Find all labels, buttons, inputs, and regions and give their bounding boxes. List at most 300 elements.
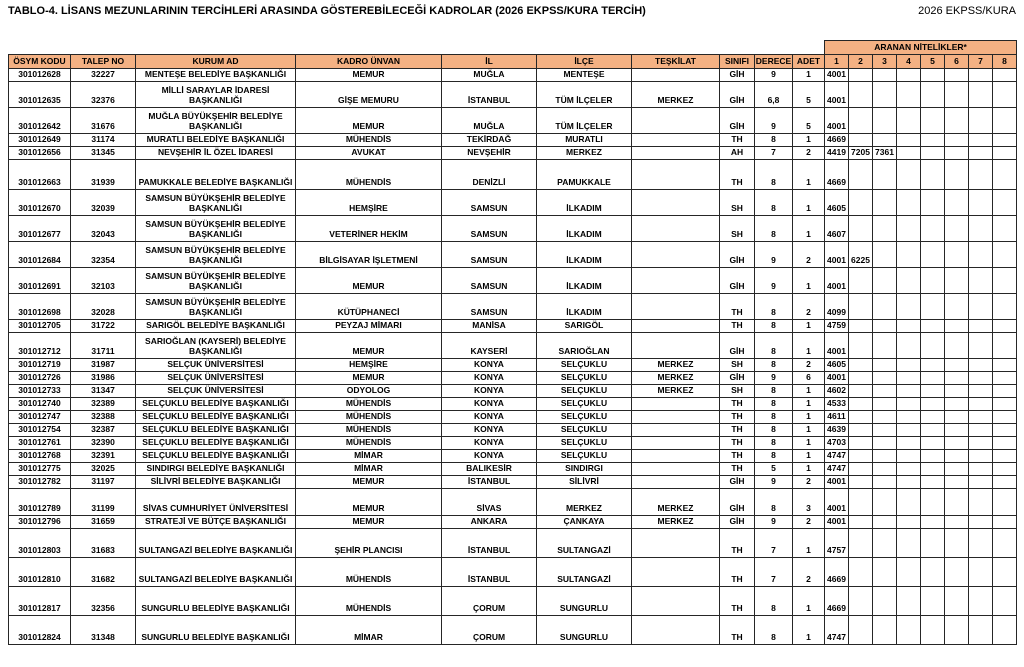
cell-nitelik-7	[969, 529, 993, 558]
table-row	[9, 450, 1017, 463]
cell-osym-kodu: 301012649	[9, 134, 71, 147]
cell-osym-kodu: 301012726	[9, 372, 71, 385]
cell-kadro-unvan: MÜHENDİS	[296, 558, 442, 587]
cell-adet: 1	[793, 134, 825, 147]
cell-il: ÇORUM	[442, 616, 537, 645]
cell-nitelik-4	[897, 82, 921, 108]
cell-osym-kodu: 301012796	[9, 516, 71, 529]
cell-nitelik-2	[849, 476, 873, 489]
cell-nitelik-2	[849, 516, 873, 529]
cell-nitelik-5	[921, 108, 945, 134]
cell-derece: 8	[755, 437, 793, 450]
cell-nitelik-3	[873, 450, 897, 463]
table-row	[9, 476, 1017, 489]
qualifications-band-row	[9, 41, 1017, 55]
table-row	[9, 160, 1017, 190]
cell-ilce: MENTEŞE	[537, 69, 632, 82]
cell-nitelik-6	[945, 424, 969, 437]
cell-talep-no: 32028	[71, 294, 136, 320]
cell-nitelik-2: 6225	[849, 242, 873, 268]
cell-adet: 1	[793, 69, 825, 82]
cell-il: KONYA	[442, 385, 537, 398]
cell-sinifi: TH	[720, 558, 755, 587]
cell-teskilat	[632, 216, 720, 242]
cell-nitelik-6	[945, 69, 969, 82]
cell-kurum-ad: SİLİVRİ BELEDİYE BAŞKANLIĞI	[136, 476, 296, 489]
cell-teskilat	[632, 268, 720, 294]
cell-nitelik-7	[969, 587, 993, 616]
cell-derece: 8	[755, 359, 793, 372]
cell-derece: 8	[755, 587, 793, 616]
cell-il: SAMSUN	[442, 242, 537, 268]
cell-kurum-ad: MURATLI BELEDİYE BAŞKANLIĞI	[136, 134, 296, 147]
cell-sinifi: SH	[720, 216, 755, 242]
cell-nitelik-4	[897, 529, 921, 558]
cell-teskilat	[632, 333, 720, 359]
cell-osym-kodu: 301012747	[9, 411, 71, 424]
cell-nitelik-5	[921, 333, 945, 359]
cell-nitelik-1: 4639	[825, 424, 849, 437]
cell-nitelik-8	[993, 69, 1017, 82]
cell-il: SAMSUN	[442, 216, 537, 242]
cell-ilce: SELÇUKLU	[537, 372, 632, 385]
cell-il: KONYA	[442, 359, 537, 372]
cell-nitelik-6	[945, 463, 969, 476]
cell-teskilat: MERKEZ	[632, 489, 720, 516]
cell-sinifi: TH	[720, 398, 755, 411]
cell-nitelik-3	[873, 359, 897, 372]
cell-teskilat: MERKEZ	[632, 385, 720, 398]
cell-nitelik-3	[873, 190, 897, 216]
cell-nitelik-6	[945, 216, 969, 242]
table-row	[9, 558, 1017, 587]
cell-nitelik-8	[993, 385, 1017, 398]
cell-kadro-unvan: MEMUR	[296, 489, 442, 516]
cell-osym-kodu: 301012782	[9, 476, 71, 489]
cell-nitelik-1: 4703	[825, 437, 849, 450]
cell-kadro-unvan: ŞEHİR PLANCISI	[296, 529, 442, 558]
cell-nitelik-2	[849, 294, 873, 320]
cell-nitelik-4	[897, 333, 921, 359]
cell-nitelik-3	[873, 424, 897, 437]
cell-talep-no: 31347	[71, 385, 136, 398]
cell-nitelik-8	[993, 160, 1017, 190]
cell-nitelik-5	[921, 616, 945, 645]
cell-nitelik-5	[921, 450, 945, 463]
cell-nitelik-8	[993, 398, 1017, 411]
cell-nitelik-6	[945, 160, 969, 190]
cell-il: KONYA	[442, 424, 537, 437]
cell-nitelik-3	[873, 489, 897, 516]
cell-ilce: SELÇUKLU	[537, 411, 632, 424]
cell-kurum-ad: PAMUKKALE BELEDİYE BAŞKANLIĞI	[136, 160, 296, 190]
cell-osym-kodu: 301012698	[9, 294, 71, 320]
cell-ilce: TÜM İLÇELER	[537, 108, 632, 134]
cell-adet: 2	[793, 294, 825, 320]
cell-kadro-unvan: MÜHENDİS	[296, 160, 442, 190]
table-row	[9, 294, 1017, 320]
cell-nitelik-6	[945, 516, 969, 529]
cell-ilce: MERKEZ	[537, 489, 632, 516]
cell-nitelik-2	[849, 437, 873, 450]
cell-adet: 2	[793, 476, 825, 489]
cell-talep-no: 31986	[71, 372, 136, 385]
cell-sinifi: TH	[720, 424, 755, 437]
cell-nitelik-7	[969, 333, 993, 359]
cell-osym-kodu: 301012761	[9, 437, 71, 450]
cell-ilce: SULTANGAZİ	[537, 529, 632, 558]
cell-ilce: SELÇUKLU	[537, 437, 632, 450]
table-row	[9, 437, 1017, 450]
cell-derece: 7	[755, 558, 793, 587]
cell-kurum-ad: SİVAS CUMHURİYET ÜNİVERSİTESİ	[136, 489, 296, 516]
cell-nitelik-4	[897, 69, 921, 82]
cell-nitelik-7	[969, 437, 993, 450]
cell-kadro-unvan: MİMAR	[296, 463, 442, 476]
cell-nitelik-8	[993, 216, 1017, 242]
cell-nitelik-4	[897, 411, 921, 424]
cell-derece: 9	[755, 69, 793, 82]
cell-osym-kodu: 301012810	[9, 558, 71, 587]
cell-nitelik-5	[921, 147, 945, 160]
cell-nitelik-2	[849, 216, 873, 242]
cell-nitelik-3	[873, 529, 897, 558]
cell-nitelik-4	[897, 359, 921, 372]
cell-teskilat	[632, 529, 720, 558]
qualification-column-header: 6	[945, 55, 969, 69]
table-row	[9, 333, 1017, 359]
cell-kurum-ad: SELÇUKLU BELEDİYE BAŞKANLIĞI	[136, 411, 296, 424]
cell-il: KONYA	[442, 437, 537, 450]
cell-kadro-unvan: MEMUR	[296, 516, 442, 529]
cell-nitelik-6	[945, 359, 969, 372]
cell-nitelik-4	[897, 450, 921, 463]
cell-osym-kodu: 301012775	[9, 463, 71, 476]
cell-nitelik-1: 4001	[825, 333, 849, 359]
cell-nitelik-4	[897, 268, 921, 294]
cell-nitelik-6	[945, 320, 969, 333]
column-header: TALEP NO	[71, 55, 136, 69]
cell-nitelik-5	[921, 242, 945, 268]
cell-kadro-unvan: MÜHENDİS	[296, 437, 442, 450]
qualifications-band-label: ARANAN NİTELİKLER*	[825, 41, 1017, 55]
cell-il: MANİSA	[442, 320, 537, 333]
cell-sinifi: TH	[720, 450, 755, 463]
cell-il: İSTANBUL	[442, 476, 537, 489]
cell-nitelik-6	[945, 294, 969, 320]
cell-nitelik-2	[849, 587, 873, 616]
cell-nitelik-6	[945, 190, 969, 216]
cell-ilce: İLKADIM	[537, 242, 632, 268]
table-row	[9, 147, 1017, 160]
cell-nitelik-4	[897, 476, 921, 489]
cell-nitelik-4	[897, 398, 921, 411]
cell-nitelik-1: 4001	[825, 372, 849, 385]
cell-nitelik-3	[873, 333, 897, 359]
cell-nitelik-7	[969, 516, 993, 529]
cell-osym-kodu: 301012656	[9, 147, 71, 160]
cell-teskilat	[632, 190, 720, 216]
cell-il: ANKARA	[442, 516, 537, 529]
corner-label: 2026 EKPSS/KURA	[918, 5, 1016, 17]
cell-nitelik-8	[993, 450, 1017, 463]
column-header: İLÇE	[537, 55, 632, 69]
cell-osym-kodu: 301012789	[9, 489, 71, 516]
cell-kadro-unvan: MEMUR	[296, 372, 442, 385]
cell-talep-no: 32025	[71, 463, 136, 476]
table-row	[9, 385, 1017, 398]
qualification-column-header: 7	[969, 55, 993, 69]
cell-nitelik-5	[921, 437, 945, 450]
cell-il: İSTANBUL	[442, 558, 537, 587]
cell-nitelik-1: 4001	[825, 82, 849, 108]
cell-nitelik-8	[993, 616, 1017, 645]
cell-nitelik-5	[921, 516, 945, 529]
cell-kurum-ad: SAMSUN BÜYÜKŞEHİR BELEDİYE BAŞKANLIĞI	[136, 294, 296, 320]
cell-nitelik-7	[969, 242, 993, 268]
cell-nitelik-6	[945, 134, 969, 147]
cell-il: İSTANBUL	[442, 82, 537, 108]
cell-adet: 1	[793, 424, 825, 437]
cell-nitelik-2	[849, 616, 873, 645]
table-row	[9, 587, 1017, 616]
cell-derece: 9	[755, 516, 793, 529]
cell-nitelik-6	[945, 385, 969, 398]
cell-nitelik-3	[873, 268, 897, 294]
cell-nitelik-1: 4747	[825, 463, 849, 476]
cell-derece: 5	[755, 463, 793, 476]
cell-il: KONYA	[442, 372, 537, 385]
cell-kurum-ad: SULTANGAZİ BELEDİYE BAŞKANLIĞI	[136, 529, 296, 558]
cell-derece: 9	[755, 108, 793, 134]
cell-nitelik-5	[921, 424, 945, 437]
column-header: İL	[442, 55, 537, 69]
cell-osym-kodu: 301012803	[9, 529, 71, 558]
cell-nitelik-3	[873, 398, 897, 411]
cell-nitelik-4	[897, 558, 921, 587]
cell-talep-no: 32039	[71, 190, 136, 216]
cell-kadro-unvan: MÜHENDİS	[296, 424, 442, 437]
cell-kurum-ad: SULTANGAZİ BELEDİYE BAŞKANLIĞI	[136, 558, 296, 587]
cell-nitelik-4	[897, 424, 921, 437]
cell-nitelik-4	[897, 587, 921, 616]
cell-nitelik-4	[897, 616, 921, 645]
cell-kadro-unvan: MEMUR	[296, 268, 442, 294]
cell-derece: 8	[755, 333, 793, 359]
cell-nitelik-2	[849, 463, 873, 476]
cell-adet: 1	[793, 529, 825, 558]
table-row	[9, 190, 1017, 216]
cell-il: ÇORUM	[442, 587, 537, 616]
cell-kurum-ad: SAMSUN BÜYÜKŞEHİR BELEDİYE BAŞKANLIĞI	[136, 216, 296, 242]
cell-kadro-unvan: MEMUR	[296, 476, 442, 489]
cell-nitelik-1: 4669	[825, 558, 849, 587]
cell-derece: 9	[755, 242, 793, 268]
cell-nitelik-6	[945, 587, 969, 616]
cell-osym-kodu: 301012733	[9, 385, 71, 398]
cell-talep-no: 31199	[71, 489, 136, 516]
cell-il: KONYA	[442, 398, 537, 411]
cell-nitelik-7	[969, 320, 993, 333]
cell-nitelik-1: 4759	[825, 320, 849, 333]
cell-nitelik-3	[873, 558, 897, 587]
cell-il: NEVŞEHİR	[442, 147, 537, 160]
cell-kadro-unvan: MÜHENDİS	[296, 587, 442, 616]
cell-teskilat	[632, 437, 720, 450]
cell-kurum-ad: SELÇUK ÜNİVERSİTESİ	[136, 385, 296, 398]
cell-talep-no: 32391	[71, 450, 136, 463]
cell-kadro-unvan: MEMUR	[296, 69, 442, 82]
cell-kurum-ad: SAMSUN BÜYÜKŞEHİR BELEDİYE BAŞKANLIĞI	[136, 190, 296, 216]
cell-kurum-ad: SARIOĞLAN (KAYSERİ) BELEDİYE BAŞKANLIĞI	[136, 333, 296, 359]
cell-talep-no: 31939	[71, 160, 136, 190]
cell-nitelik-2	[849, 333, 873, 359]
cell-nitelik-5	[921, 69, 945, 82]
cell-sinifi: GİH	[720, 476, 755, 489]
cell-il: DENİZLİ	[442, 160, 537, 190]
cell-nitelik-5	[921, 398, 945, 411]
cell-teskilat	[632, 476, 720, 489]
table-row	[9, 359, 1017, 372]
cell-kurum-ad: SELÇUKLU BELEDİYE BAŞKANLIĞI	[136, 398, 296, 411]
cell-kurum-ad: SELÇUK ÜNİVERSİTESİ	[136, 359, 296, 372]
cell-ilce: İLKADIM	[537, 216, 632, 242]
cell-kurum-ad: MUĞLA BÜYÜKŞEHİR BELEDİYE BAŞKANLIĞI	[136, 108, 296, 134]
cell-nitelik-7	[969, 359, 993, 372]
cell-nitelik-6	[945, 558, 969, 587]
cell-nitelik-7	[969, 69, 993, 82]
cell-talep-no: 31987	[71, 359, 136, 372]
cell-derece: 8	[755, 320, 793, 333]
cell-talep-no: 32354	[71, 242, 136, 268]
cell-kurum-ad: SELÇUK ÜNİVERSİTESİ	[136, 372, 296, 385]
cell-osym-kodu: 301012628	[9, 69, 71, 82]
cell-talep-no: 32387	[71, 424, 136, 437]
cell-adet: 6	[793, 372, 825, 385]
cell-kadro-unvan: KÜTÜPHANECİ	[296, 294, 442, 320]
cell-nitelik-1: 4605	[825, 359, 849, 372]
cell-kurum-ad: SAMSUN BÜYÜKŞEHİR BELEDİYE BAŞKANLIĞI	[136, 268, 296, 294]
cell-derece: 8	[755, 216, 793, 242]
cell-teskilat	[632, 108, 720, 134]
cell-nitelik-1: 4001	[825, 516, 849, 529]
cell-nitelik-6	[945, 333, 969, 359]
cell-teskilat	[632, 294, 720, 320]
cell-teskilat	[632, 160, 720, 190]
cell-nitelik-3	[873, 294, 897, 320]
cell-ilce: SİLİVRİ	[537, 476, 632, 489]
cell-adet: 2	[793, 359, 825, 372]
cell-nitelik-8	[993, 190, 1017, 216]
cell-derece: 6,8	[755, 82, 793, 108]
cell-nitelik-3	[873, 242, 897, 268]
cell-nitelik-5	[921, 372, 945, 385]
cell-il: KAYSERİ	[442, 333, 537, 359]
cell-ilce: SELÇUKLU	[537, 450, 632, 463]
cell-derece: 8	[755, 424, 793, 437]
cell-osym-kodu: 301012754	[9, 424, 71, 437]
cell-osym-kodu: 301012719	[9, 359, 71, 372]
column-header: ÖSYM KODU	[9, 55, 71, 69]
cell-nitelik-2	[849, 108, 873, 134]
table-row	[9, 398, 1017, 411]
cell-adet: 1	[793, 398, 825, 411]
cell-sinifi: TH	[720, 294, 755, 320]
cell-sinifi: SH	[720, 385, 755, 398]
cell-sinifi: TH	[720, 160, 755, 190]
table-row	[9, 489, 1017, 516]
cell-nitelik-3	[873, 411, 897, 424]
band-spacer	[9, 41, 825, 55]
cell-nitelik-6	[945, 82, 969, 108]
cell-nitelik-7	[969, 372, 993, 385]
cell-kurum-ad: SELÇUKLU BELEDİYE BAŞKANLIĞI	[136, 450, 296, 463]
cell-nitelik-2	[849, 558, 873, 587]
cell-adet: 1	[793, 437, 825, 450]
cell-il: SİVAS	[442, 489, 537, 516]
cell-teskilat	[632, 558, 720, 587]
cell-ilce: SUNGURLU	[537, 616, 632, 645]
cell-talep-no: 32390	[71, 437, 136, 450]
cell-talep-no: 32043	[71, 216, 136, 242]
cell-kadro-unvan: MİMAR	[296, 450, 442, 463]
cell-nitelik-6	[945, 437, 969, 450]
table-row	[9, 242, 1017, 268]
cell-nitelik-8	[993, 463, 1017, 476]
cell-sinifi: GİH	[720, 82, 755, 108]
cell-talep-no: 31174	[71, 134, 136, 147]
column-header: KADRO ÜNVAN	[296, 55, 442, 69]
cell-kurum-ad: SELÇUKLU BELEDİYE BAŞKANLIĞI	[136, 437, 296, 450]
cell-kadro-unvan: BİLGİSAYAR İŞLETMENİ	[296, 242, 442, 268]
cell-nitelik-7	[969, 134, 993, 147]
cell-sinifi: TH	[720, 134, 755, 147]
cell-adet: 5	[793, 108, 825, 134]
cell-sinifi: TH	[720, 437, 755, 450]
cell-sinifi: TH	[720, 529, 755, 558]
cell-sinifi: TH	[720, 320, 755, 333]
qualification-column-header: 5	[921, 55, 945, 69]
cell-teskilat	[632, 69, 720, 82]
cell-adet: 1	[793, 411, 825, 424]
cell-nitelik-1: 4747	[825, 616, 849, 645]
table-row	[9, 108, 1017, 134]
cell-teskilat: MERKEZ	[632, 82, 720, 108]
cell-adet: 1	[793, 587, 825, 616]
cell-ilce: İLKADIM	[537, 294, 632, 320]
cell-derece: 7	[755, 529, 793, 558]
cell-il: MUĞLA	[442, 108, 537, 134]
cell-sinifi: TH	[720, 463, 755, 476]
cell-nitelik-6	[945, 529, 969, 558]
cell-nitelik-1: 4605	[825, 190, 849, 216]
cell-kurum-ad: SUNGURLU BELEDİYE BAŞKANLIĞI	[136, 587, 296, 616]
cell-ilce: SELÇUKLU	[537, 424, 632, 437]
cell-kurum-ad: MENTEŞE BELEDİYE BAŞKANLIĞI	[136, 69, 296, 82]
cell-kadro-unvan: AVUKAT	[296, 147, 442, 160]
cell-nitelik-1: 4001	[825, 476, 849, 489]
cell-nitelik-6	[945, 108, 969, 134]
cell-derece: 8	[755, 160, 793, 190]
cell-nitelik-2	[849, 134, 873, 147]
cell-nitelik-8	[993, 437, 1017, 450]
cell-nitelik-7	[969, 147, 993, 160]
cell-kurum-ad: SINDIRGI BELEDİYE BAŞKANLIĞI	[136, 463, 296, 476]
table-row	[9, 69, 1017, 82]
cell-kurum-ad: NEVŞEHİR İL ÖZEL İDARESİ	[136, 147, 296, 160]
cell-nitelik-5	[921, 411, 945, 424]
cell-nitelik-5	[921, 320, 945, 333]
